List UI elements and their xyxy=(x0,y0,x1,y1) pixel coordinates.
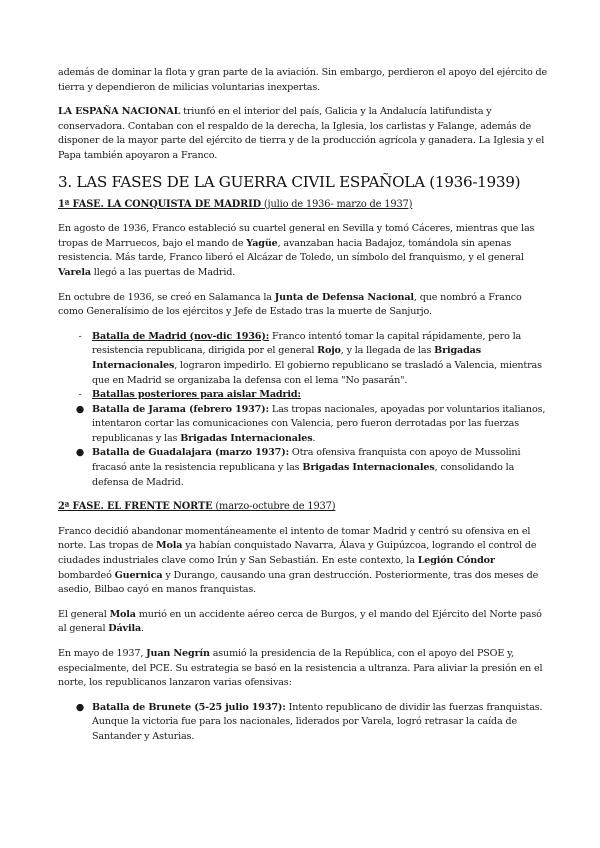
list-item-batalla-madrid: - Batalla de Madrid (nov-dic 1936): Franco intentó tomar la capital rápidamente, pero la resistencia republicana, dirigida por el general Rojo, y la llegada de las Brigadas Internacionales, lograron impedirlo. El gobierno republicano se trasladó a Valencia, mientras que en Madrid se organizaba la defensa con el lema "No pasarán". xyxy=(58,330,548,388)
list-item-batalla-guadalajara: ● Batalla de Guadalajara (marzo 1937): Otra ofensiva franquista con apoyo de Mussolini fracasó ante la resistencia republicana y las Brigadas Internacionales, consolidando la defensa de Madrid. xyxy=(75,447,521,488)
bullet-icon: ● xyxy=(75,701,85,713)
phase1-heading: 1ª FASE. LA CONQUISTA DE MADRID (julio de 1936- marzo de 1937) xyxy=(58,198,413,210)
document-page xyxy=(58,66,548,745)
phase1-battle-list xyxy=(58,330,548,491)
paragraph-intro: además de dominar la flota y gran parte de la aviación. Sin embargo, perdieron el apoyo del ejército de tierra y dependieron de milicias voluntarias inexpertas. xyxy=(58,67,547,93)
phase2-paragraph-2: El general Mola murió en un accidente aéreo cerca de Burgos, y el mando del Ejército del Norte pasó al general Dávila. xyxy=(58,608,542,635)
phase2-paragraph-3: En mayo de 1937, Juan Negrín asumió la presidencia de la República, con el apoyo del PSOE y, especialmente, del PCE. Su estrategia se basó en la resistencia a ultranza. Para aliviar la presión en el norte, los republicanos lanzaron varias ofensivas: xyxy=(58,648,543,689)
section-title: 3. LAS FASES DE LA GUERRA CIVIL ESPAÑOLA (1936-1939) xyxy=(58,172,521,191)
phase2-paragraph-1: Franco decidió abandonar momentáneamente el intento de tomar Madrid y centró su ofensiva en el norte. Las tropas de Mola ya habían conquistado Navarra, Álava y Guipúzcoa, logrando el control de ciudades industriales clave como Irún y San Sebastián. En este contexto, la Legión Cóndor bombardeó Guernica y Durango, causando una gran destrucción. Posteriormente, tras dos meses de asedio, Bilbao cayó en manos franquistas. xyxy=(58,525,539,596)
dash-marker-icon: - xyxy=(78,389,82,401)
paragraph-espana-nacional: LA ESPAÑA NACIONAL triunfó en el interior del país, Galicia y la Andalucía latifundista y conservadora. Contaban con el respaldo de la derecha, la Iglesia, los carlistas y Falange, además de disponer de la mayor parte del ejército de tierra y de la producción agrícola y ganadera. La Iglesia y el Papa también apoyaron a Franco. xyxy=(58,106,545,161)
phase1-paragraph-2: En octubre de 1936, se creó en Salamanca la Junta de Defensa Nacional, que nombró a Franco como Generalísimo de los ejércitos y Jefe de Estado tras la muerte de Sanjurjo. xyxy=(58,291,522,318)
list-item-batallas-posteriores: - Batallas posteriores para aislar Madrid: xyxy=(58,388,548,403)
phase2-battle-list xyxy=(58,701,548,745)
bullet-icon: ● xyxy=(75,403,85,415)
bold-espana-nacional: LA ESPAÑA NACIONAL xyxy=(58,106,181,118)
list-item-batalla-jarama: ● Batalla de Jarama (febrero 1937): Las tropas nacionales, apoyadas por voluntarios italianos, intentaron cortar las comunicaciones con Valencia, pero fueron derrotadas por las fuerzas republicanas y las Brigadas Internacionales. xyxy=(75,403,546,444)
bullet-icon: ● xyxy=(75,447,85,459)
phase2-heading: 2ª FASE. EL FRENTE NORTE (marzo-octubre de 1937) xyxy=(58,501,336,513)
dash-marker-icon: - xyxy=(78,330,82,342)
phase1-paragraph-1: En agosto de 1936, Franco estableció su cuartel general en Sevilla y tomó Cáceres, mientras que las tropas de Marruecos, bajo el mando de Yagüe, avanzaban hacia Badajoz, tomándola sin apenas resistencia. Más tarde, Franco liberó el Alcázar de Toledo, un símbolo del franquismo, y el general Varela llegó a las puertas de Madrid. xyxy=(58,223,535,278)
list-item-batalla-brunete: ● Batalla de Brunete (5-25 julio 1937): Intento republicano de dividir las fuerzas franquistas. Aunque la victoria fue para los nacionales, liderados por Varela, logró retrasar la caída de Santander y Asturias. xyxy=(75,701,543,742)
